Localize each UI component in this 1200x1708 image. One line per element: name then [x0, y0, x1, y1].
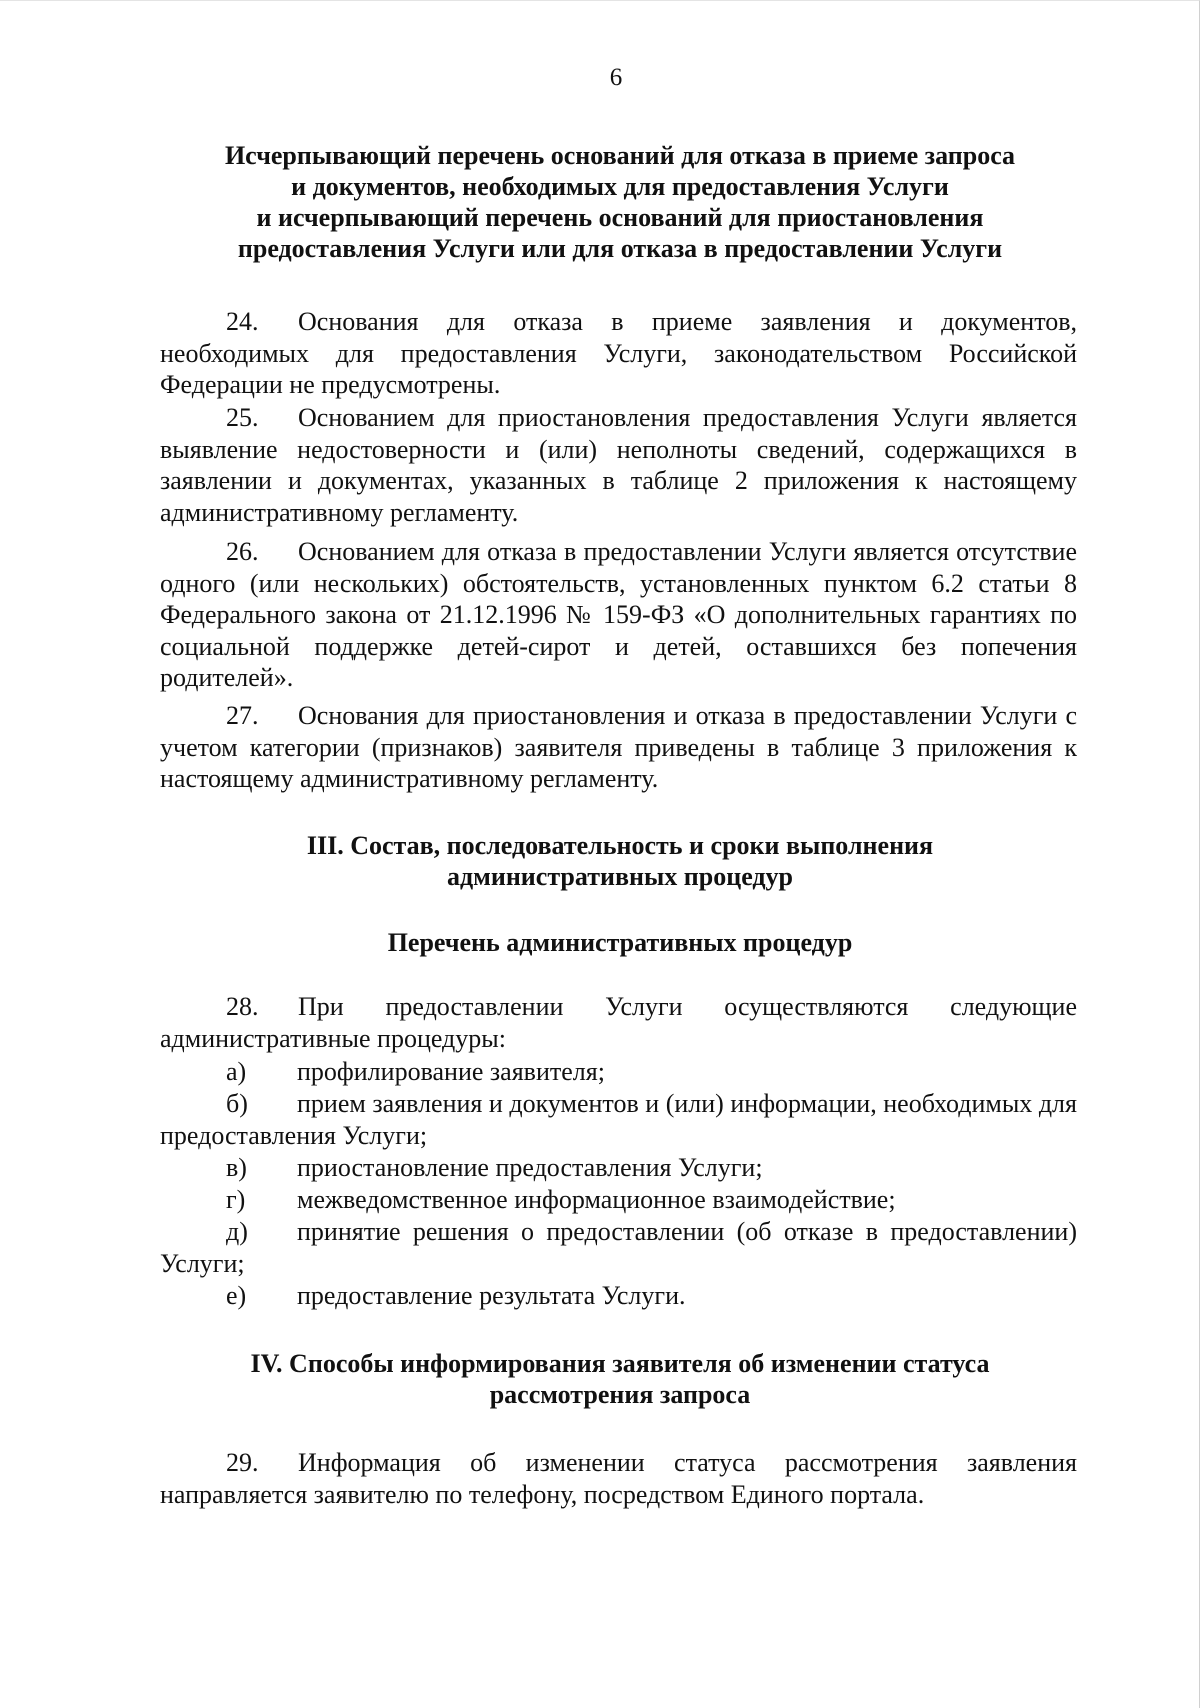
list-item-text: приостановление предоставления Услуги; [297, 1153, 763, 1182]
paragraph-27 [160, 700, 1077, 795]
paragraph-24 [160, 306, 1077, 401]
list-item-text: профилирование заявителя; [297, 1057, 605, 1086]
paragraph-number: 28. [226, 992, 259, 1021]
paragraph-28 [160, 991, 1077, 1054]
heading-line: рассмотрения запроса [489, 1380, 751, 1409]
section-four-heading [160, 1348, 1080, 1410]
paragraph-text: При предоставлении Услуги осуществляются следующие административные процедуры: [160, 992, 1077, 1053]
paragraph-26 [160, 536, 1077, 694]
paragraph-29 [160, 1447, 1077, 1510]
list-item-text: предоставление результата Услуги. [297, 1281, 686, 1310]
paragraph-text: Основания для отказа в приеме заявления и документов, необходимых для предоставления Услуги, законодательством Российской Федерации не предусмотрены. [160, 307, 1077, 399]
heading-line: Исчерпывающий перечень оснований для отказа в приеме запроса [224, 141, 1016, 170]
list-marker: е) [226, 1281, 247, 1310]
list-item [160, 1280, 1077, 1312]
paragraph-number: 27. [226, 701, 259, 730]
list-item [160, 1152, 1077, 1184]
list-item [160, 1056, 1077, 1088]
paragraph-text: Основания для приостановления и отказа в предоставлении Услуги с учетом категории (признаков) заявителя приведены в таблице 3 приложения к настоящему административному регламенту. [160, 701, 1077, 793]
heading-line: III. Состав, последовательность и сроки выполнения [306, 831, 934, 860]
heading-line: предоставления Услуги или для отказа в предоставлении Услуги [237, 234, 1003, 263]
heading-line: административных процедур [446, 862, 794, 891]
list-item [160, 1216, 1077, 1279]
subheading-text: Перечень административных процедур [387, 928, 853, 957]
paragraph-number: 26. [226, 537, 259, 566]
list-item [160, 1088, 1077, 1151]
heading-line: IV. Способы информирования заявителя об изменении статуса [250, 1349, 990, 1378]
paragraph-number: 24. [226, 307, 259, 336]
section-three-heading [160, 830, 1080, 892]
list-marker: в) [226, 1153, 247, 1182]
list-marker: б) [226, 1089, 248, 1118]
page-number: 6 [609, 64, 623, 91]
list-marker: г) [226, 1185, 246, 1214]
list-item-text: принятие решения о предоставлении (об отказе в предоставлении) Услуги; [160, 1217, 1077, 1278]
refusal-grounds-heading [160, 140, 1080, 264]
list-item-text: межведомственное информационное взаимодействие; [297, 1185, 896, 1214]
paragraph-text: Основанием для отказа в предоставлении Услуги является отсутствие одного (или нескольких) обстоятельств, установленных пунктом 6.2 статьи 8 Федерального закона от 21.12.1996 № 159-ФЗ «О дополнительных гарантиях по социальной поддержке детей-сирот и детей, оставшихся без попечения родителей». [160, 537, 1077, 692]
procedures-subheading [160, 927, 1080, 958]
heading-line: и документов, необходимых для предоставления Услуги [291, 172, 949, 201]
paragraph-number: 25. [226, 403, 259, 432]
list-item-text: прием заявления и документов и (или) информации, необходимых для предоставления Услуги; [160, 1089, 1077, 1150]
heading-line: и исчерпывающий перечень оснований для приостановления [256, 203, 984, 232]
paragraph-text: Основанием для приостановления предоставления Услуги является выявление недостоверности и (или) неполноты сведений, содержащихся в заявлении и документах, указанных в таблице 2 приложения к настоящему административному регламенту. [160, 403, 1077, 527]
paragraph-number: 29. [226, 1448, 259, 1477]
paragraph-25 [160, 402, 1077, 528]
list-item [160, 1184, 1077, 1216]
paragraph-text: Информация об изменении статуса рассмотрения заявления направляется заявителю по телефону, посредством Единого портала. [160, 1448, 1077, 1509]
list-marker: а) [226, 1057, 247, 1086]
list-marker: д) [226, 1217, 248, 1246]
